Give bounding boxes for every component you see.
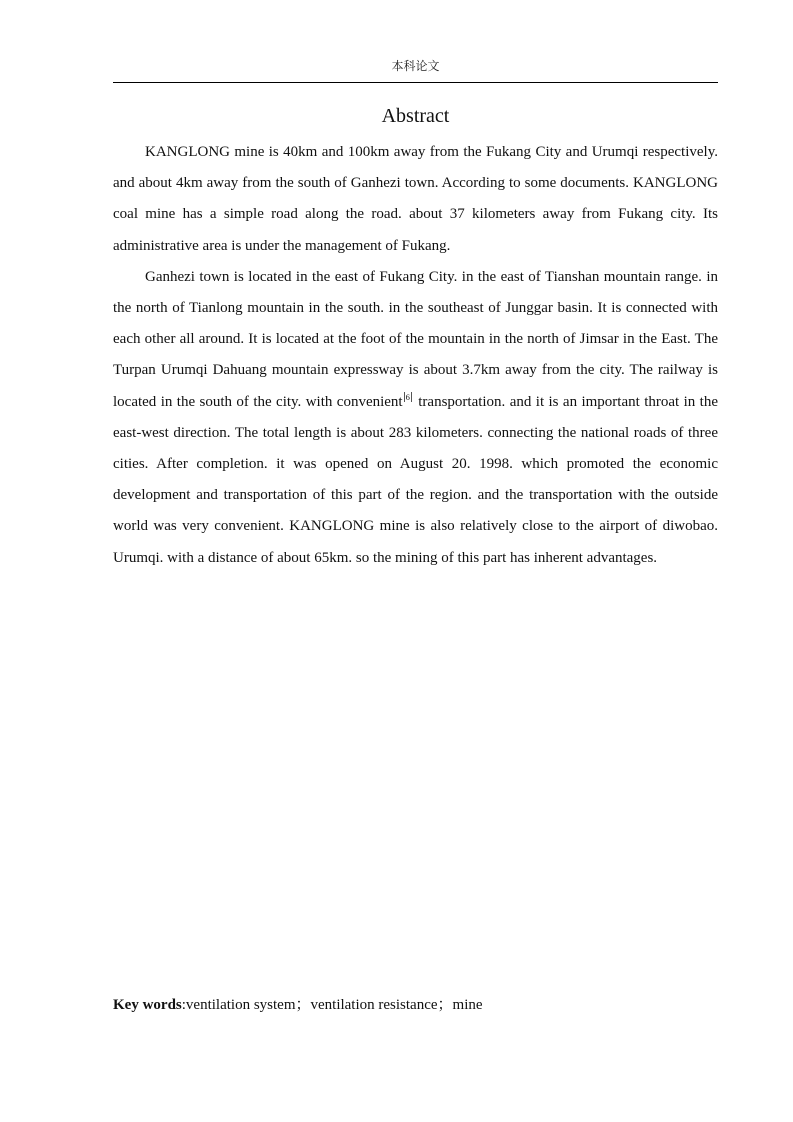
abstract-paragraph-1: KANGLONG mine is 40km and 100km away from the Fukang City and Urumqi respectively. and about 4km away from the south of Ganhezi town. According to some documents. KANGLONG coal mine has a simple road along the road. about 37 kilometers away from Fukang city. Its administrative area is under the management of Fukang. bbox=[113, 144, 718, 254]
keywords-separator: : bbox=[181, 997, 186, 1013]
keywords-label: Key words bbox=[113, 997, 182, 1013]
header-rule bbox=[113, 82, 718, 83]
keywords-line bbox=[113, 994, 718, 1016]
running-header: 本科论文 bbox=[391, 59, 440, 73]
abstract-paragraph-2 bbox=[113, 262, 718, 574]
keywords-value: ventilation system；ventilation resistance；mine bbox=[185, 997, 483, 1013]
paragraph-2-text-before-citation: Ganhezi town is located in the east of Fukang City. in the east of Tianshan mountain range. in the north of Tianlong mountain in the south. in the southeast of Junggar basin. It is connected with each other all around. It is located at the foot of the mountain in the north of Jimsar in the East. The Turpan Urumqi Dahuang mountain expressway is about 3.7km away from the city. The railway is located in the south of the city. with convenient bbox=[113, 268, 718, 410]
abstract-title: Abstract bbox=[381, 105, 450, 127]
abstract-body bbox=[113, 137, 718, 574]
paragraph-2-text-after-citation: transportation. and it is an important throat in the east-west direction. The total length is about 283 kilometers. connecting the national roads of three cities. After completion. it was opened on August 20. 1998. which promoted the economic development and transportation of this part of the region. and the transportation with the outside world was very convenient. KANGLONG mine is also relatively close to the airport of diwobao. Urumqi. with a distance of about 65km. so the mining of this part has inherent advantages. bbox=[113, 393, 718, 566]
citation-marker: 6 bbox=[405, 391, 410, 402]
